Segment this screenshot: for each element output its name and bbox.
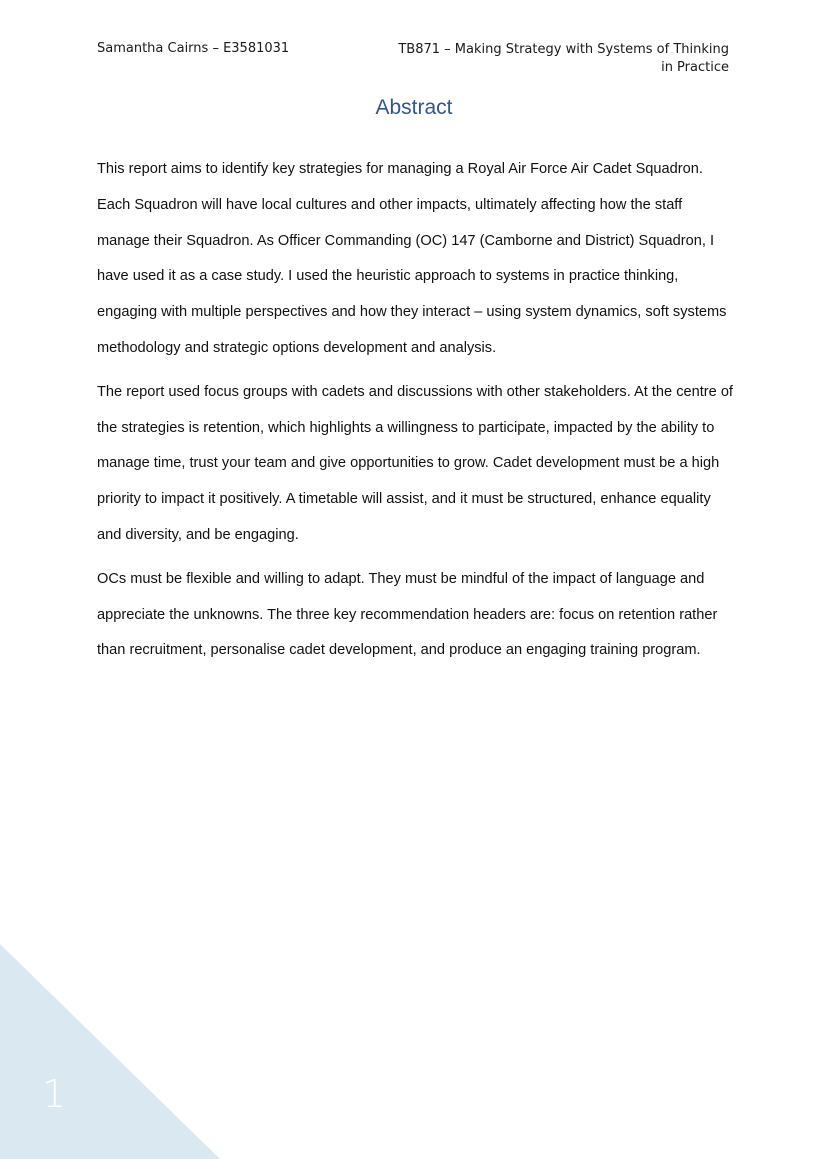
abstract-paragraph-1: This report aims to identify key strategies for managing a Royal Air Force Air Cadet Squadron. Each Squadron will have local cultures and other impacts, ultimately affecting how the staff manage their Squadron. As Officer Commanding (OC) 147 (Camborne and District) Squadron, I have used it as a case study. I used the heuristic approach to systems in practice thinking, engaging with multiple perspectives and how they interact – using system dynamics, soft systems methodology and strategic options development and analysis. (97, 161, 727, 356)
corner-decoration (0, 944, 220, 1159)
page-number: 1 (42, 1072, 67, 1116)
header-author: Samantha Cairns – E3581031 (97, 41, 290, 56)
abstract-paragraph-3: OCs must be flexible and willing to adapt. They must be mindful of the impact of language and appreciate the unknowns. The three key recommendation headers are: focus on retention rather than recruitment, personalise cadet development, and produce an engaging training program. (97, 570, 718, 659)
abstract-paragraph-2: The report used focus groups with cadets and discussions with other stakeholders. At the centre of the strategies is retention, which highlights a willingness to participate, impacted by the ability to manage time, trust your team and give opportunities to grow. Cadet development must be a high priority to impact it positively. A timetable will assist, and it must be structured, enhance equality and diversity, and be engaging. (97, 383, 733, 543)
header-course-line2: in Practice (661, 60, 729, 75)
page-title: Abstract (375, 96, 453, 119)
corner-triangle (0, 944, 220, 1159)
header-course (389, 41, 729, 77)
abstract-body (97, 152, 737, 677)
header-course-line1: TB871 – Making Strategy with Systems of Thinking (398, 42, 729, 57)
